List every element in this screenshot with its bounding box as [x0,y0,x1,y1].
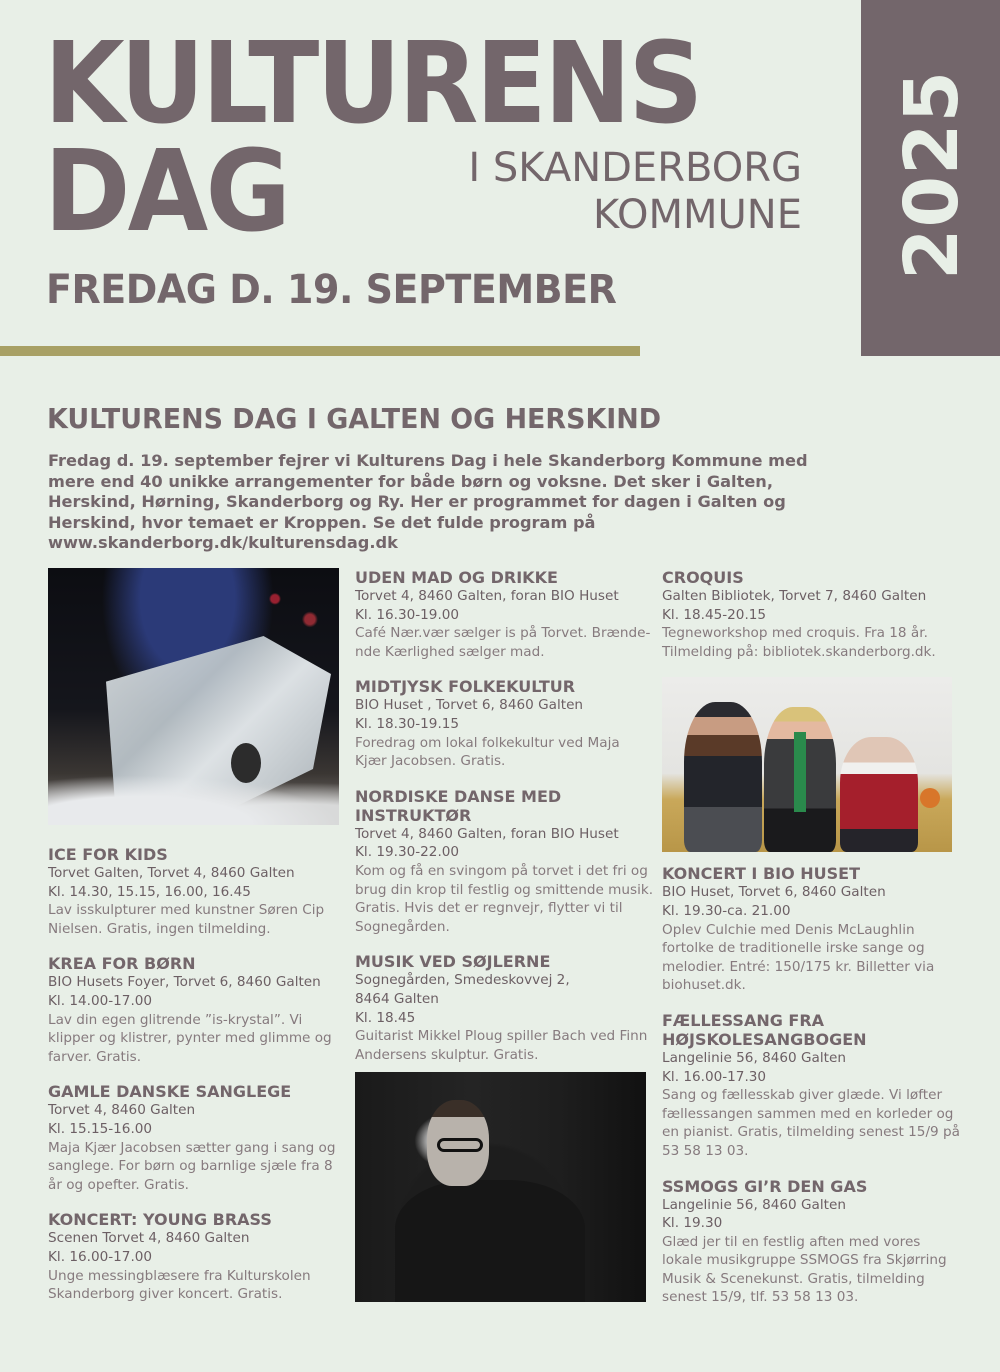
event-time: Kl. 18.45 [355,1009,416,1026]
event-time: Kl. 14.30, 15.15, 16.00, 16.45 [48,883,251,900]
green-scarf-shape [794,732,806,812]
event-young-brass [48,1210,348,1303]
event-gamle-danske-sanglege [48,1082,348,1194]
event-description: Oplev Culchie med Denis McLaughlin fortolke de traditionelle irske sange og melodier. Entré: 150/175 kr. Billetter via biohuset.dk. [662,921,935,994]
event-time: Kl. 14.00-17.00 [48,992,153,1009]
event-venue: Torvet 4, 8460 Galten [48,1102,196,1119]
event-title: GAMLE DANSKE SANGLEGE [48,1082,292,1102]
subtitle-skanderborg: I SKANDERBORG [468,145,802,191]
event-venue: Scenen Torvet 4, 8460 Galten [48,1230,250,1247]
event-nordiske-danse [355,787,655,937]
culchie-band-photo [662,677,952,852]
event-venue: Torvet 4, 8460 Galten, foran BIO Huset [355,588,619,604]
event-croquis [662,568,962,661]
event-description: Tegneworkshop med croquis. Fra 18 år. Tilmelding på: bibliotek.skanderborg.dk. [662,625,936,660]
event-title: NORDISKE DANSE MED INSTRUKTØR [355,786,562,825]
event-title: FÆLLESSANG FRA HØJSKOLESANGBOGEN [662,1010,867,1049]
pumpkin-shape [920,788,940,808]
event-time: Kl. 16.30-19.00 [355,606,460,623]
event-venue: Langelinie 56, 8460 Galten [662,1049,846,1066]
event-time: Kl. 16.00-17.30 [662,1068,767,1085]
person-older-man [840,737,918,852]
event-title: UDEN MAD OG DRIKKE [355,568,558,587]
person-bearded-man [684,702,762,852]
event-title: KONCERT: YOUNG BRASS [48,1210,272,1230]
event-description: Lav isskulpturer med kunstner Søren Cip Nielsen. Gratis, ingen tilmelding. [48,902,325,937]
event-title: CROQUIS [662,568,744,587]
snow-shape [48,775,339,825]
subtitle-kommune: KOMMUNE [592,192,802,238]
event-time: Kl. 18.30-19.15 [355,715,460,732]
event-title: MUSIK VED SØJLERNE [355,952,551,972]
event-description: Sang og fællesskab giver glæde. Vi løfter fællessangen sammen med en korleder og en pianist. Gratis, tilmelding senest 15/9 på 53 58 13 03. [662,1087,960,1159]
event-faellessang [662,1011,962,1161]
event-time: Kl. 18.45-20.15 [662,606,767,623]
event-midtjysk-folkekultur [355,677,655,770]
event-title: MIDTJYSK FOLKEKULTUR [355,677,576,697]
program-column-2 [355,568,655,1302]
event-time: Kl. 15.15-16.00 [48,1120,153,1137]
event-time: Kl. 19.30-22.00 [355,844,460,861]
title-kulturens: KULTURENS [44,19,701,149]
event-description: Unge messingblæsere fra Kulturskolen Skanderborg giver koncert. Gratis. [48,1267,311,1303]
glasses-shape [437,1138,483,1152]
event-venue: Torvet Galten, Torvet 4, 8460 Galten [48,865,295,881]
event-description: Lav din egen glitrende ”is-krystal”. Vi klipper og klistrer, pynter med glimme og farver. Gratis. [48,1011,332,1065]
gold-divider [0,346,640,356]
year-label: 2025 [889,70,975,280]
event-ice-for-kids [48,845,348,938]
event-title: KONCERT I BIO HUSET [662,864,861,884]
event-time: Kl. 19.30-ca. 21.00 [662,902,791,919]
event-venue: BIO Huset , Torvet 6, 8460 Galten [355,697,584,714]
ice-sculpture-photo [48,568,339,825]
event-description: Kom og få en svingom på torvet i det fri og brug din krop til festlig og smittende musik. Gratis. Hvis det er regnvejr, flytter vi til Sognegården. [355,862,654,935]
event-ssmogs [662,1177,962,1308]
title-dag: DAG [44,127,289,257]
event-time: Kl. 16.00-17.00 [48,1248,153,1265]
event-time: Kl. 19.30 [662,1215,723,1232]
guitarist-portrait-photo [355,1072,646,1302]
event-description: Maja Kjær Jacobsen sætter gang i sang og sanglege. For børn og barnlige sjæle fra 8 år og opefter. Gratis. [48,1139,336,1193]
shirt-shape [395,1180,585,1302]
event-venue: Sognegården, Smedeskovvej 2, 8464 Galten [355,972,570,1007]
event-koncert-bio-huset [662,864,962,995]
event-date: FREDAG D. 19. SEPTEMBER [46,267,617,313]
event-title: KREA FOR BØRN [48,954,196,974]
event-krea-for-born [48,954,348,1066]
event-title: ICE FOR KIDS [48,845,168,864]
program-column-3 [662,568,962,1323]
intro-heading: KULTURENS DAG I GALTEN OG HERSKIND [47,402,662,435]
program-column-1 [48,568,348,1320]
event-description: Café Nær.vær sælger is på Torvet. Brændende Kærlighed sælger mad. [355,625,651,660]
event-venue: Torvet 4, 8460 Galten, foran BIO Huset [355,825,619,842]
event-venue: Langelinie 56, 8460 Galten [662,1196,846,1213]
event-title: SSMOGS GI’R DEN GAS [662,1176,868,1196]
event-description: Foredrag om lokal folkekultur ved Maja Kjær Jacobsen. Gratis. [355,734,620,770]
event-description: Glæd jer til en festlig aften med vores lokale musikgruppe SSMOGS fra Skjørring Musik & Scenekunst. Gratis, tilmelding senest 15/9, tlf. 53 58 13 03. [662,1233,947,1306]
event-venue: BIO Husets Foyer, Torvet 6, 8460 Galten [48,974,321,991]
event-venue: BIO Huset, Torvet 6, 8460 Galten [662,884,886,901]
intro-text: Fredag d. 19. september fejrer vi Kulturens Dag i hele Skanderborg Kommune med mere end 40 unikke arrangementer for både børn og voksne. Det sker i Galten, Herskind, Hørning, Skanderborg og Ry. Her er programmet for dagen i Galten og Herskind, hvor temaet er Kroppen. Se det fulde program på www.skanderborg.dk/kulturensdag.dk [48,451,808,553]
event-description: Guitarist Mikkel Ploug spiller Bach ved Finn Andersens skulptur. Gratis. [355,1028,648,1063]
event-venue: Galten Bibliotek, Torvet 7, 8460 Galten [662,588,927,604]
event-musik-ved-sojlerne [355,952,655,1064]
event-uden-mad-og-drikke [355,568,655,661]
